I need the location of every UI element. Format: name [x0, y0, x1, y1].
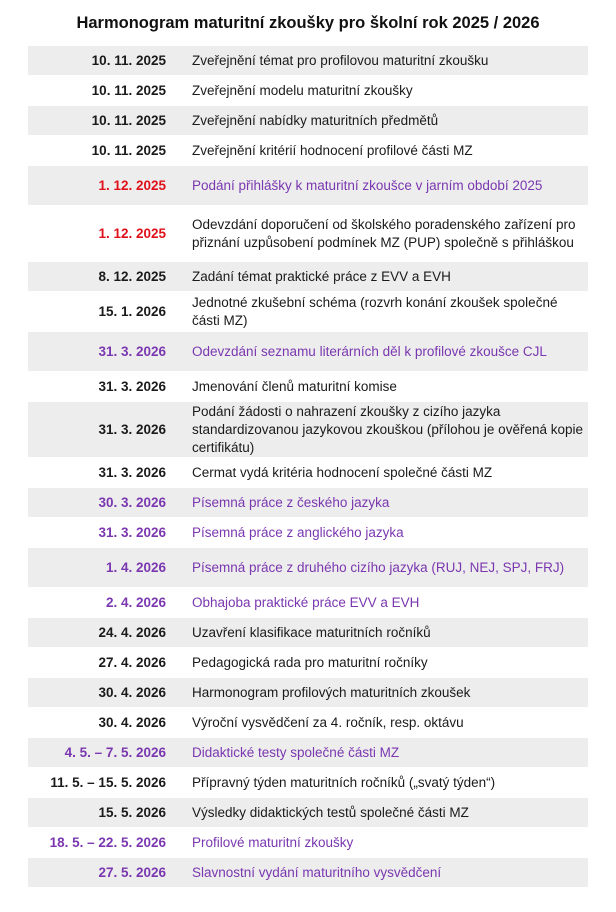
schedule-table [28, 46, 588, 888]
row-text: Zveřejnění kritérií hodnocení profilové části MZ [192, 142, 473, 158]
schedule-row [28, 518, 588, 548]
row-text: Výroční vysvědčení za 4. ročník, resp. oktávu [192, 714, 464, 730]
row-text: Slavnostní vydání maturitního vysvědčení [192, 864, 442, 880]
row-text: Písemná práce z anglického jazyka [192, 524, 404, 540]
row-text: Podání žádosti o nahrazení zkoušky z cizího jazyka standardizovanou jazykovou zkouškou (přílohou je ověřená kopie certifikátu) [192, 403, 583, 455]
schedule-row [28, 136, 588, 166]
schedule-row [28, 588, 588, 618]
row-text: Cermat vydá kritéria hodnocení společné části MZ [192, 464, 493, 480]
row-date: 15. 5. 2026 [98, 805, 166, 820]
row-text: Odevzdání seznamu literárních děl k profilové zkoušce CJL [192, 343, 547, 359]
row-text: Podání přihlášky k maturitní zkoušce v jarním období 2025 [192, 177, 543, 193]
row-date: 27. 4. 2026 [98, 655, 166, 670]
row-text: Obhajoba praktické práce EVV a EVH [192, 594, 420, 610]
schedule-row [28, 738, 588, 768]
schedule-row [28, 76, 588, 106]
row-date: 30. 4. 2026 [98, 715, 166, 730]
schedule-row [28, 618, 588, 648]
row-date: 31. 3. 2026 [98, 422, 166, 437]
row-text: Jmenování členů maturitní komise [192, 378, 397, 394]
row-date: 18. 5. – 22. 5. 2026 [49, 835, 166, 850]
row-text: Odevzdání doporučení od školského poradenského zařízení pro přiznání uzpůsobení podmínek MZ (PUP) společně s přihláškou [192, 216, 576, 250]
row-text: Přípravný týden maturitních ročníků („svatý týden“) [192, 774, 496, 790]
row-date: 30. 3. 2026 [98, 495, 166, 510]
row-text: Zveřejnění modelu maturitní zkoušky [192, 82, 413, 98]
row-date: 31. 3. 2026 [98, 379, 166, 394]
row-date: 15. 1. 2026 [98, 304, 166, 319]
page-title: Harmonogram maturitní zkoušky pro školní rok 2025 / 2026 [76, 14, 540, 32]
schedule-row [28, 402, 588, 458]
row-date: 2. 4. 2026 [105, 595, 166, 610]
schedule-row [28, 206, 588, 262]
row-date: 30. 4. 2026 [98, 685, 166, 700]
row-date: 31. 3. 2026 [98, 525, 166, 540]
schedule-row [28, 372, 588, 402]
row-date: 11. 5. – 15. 5. 2026 [50, 775, 166, 790]
schedule-row [28, 332, 588, 372]
row-text: Zveřejnění témat pro profilovou maturitní zkoušku [192, 52, 489, 68]
schedule-row [28, 46, 588, 76]
schedule-row [28, 648, 588, 678]
row-text: Zadání témat praktické práce z EVV a EVH [192, 268, 451, 284]
schedule-row [28, 678, 588, 708]
schedule-row [28, 488, 588, 518]
row-date: 31. 3. 2026 [98, 344, 166, 359]
schedule-row [28, 828, 588, 858]
row-date: 27. 5. 2026 [98, 865, 166, 880]
row-date: 1. 12. 2025 [98, 178, 166, 193]
row-date: 10. 11. 2025 [91, 113, 166, 128]
row-text: Písemná práce z českého jazyka [192, 494, 390, 510]
row-text: Výsledky didaktických testů společné části MZ [192, 804, 469, 820]
schedule-row [28, 106, 588, 136]
row-date: 8. 12. 2025 [98, 269, 166, 284]
row-date: 10. 11. 2025 [91, 143, 166, 158]
row-text: Uzavření klasifikace maturitních ročníků [192, 624, 431, 640]
row-date: 24. 4. 2026 [98, 625, 166, 640]
schedule-row [28, 708, 588, 738]
schedule-row [28, 798, 588, 828]
row-text: Profilové maturitní zkoušky [192, 834, 354, 850]
schedule-row [28, 292, 588, 332]
row-text: Pedagogická rada pro maturitní ročníky [192, 654, 428, 670]
row-date: 4. 5. – 7. 5. 2026 [64, 745, 166, 760]
row-date: 10. 11. 2025 [91, 83, 166, 98]
row-text: Jednotné zkušební schéma (rozvrh konání zkoušek společné části MZ) [192, 294, 558, 328]
schedule-row [28, 858, 588, 888]
row-text: Písemná práce z druhého cizího jazyka (RUJ, NEJ, SPJ, FRJ) [192, 559, 565, 575]
schedule-row [28, 458, 588, 488]
row-text: Didaktické testy společné části MZ [192, 744, 400, 760]
row-text: Harmonogram profilových maturitních zkoušek [192, 684, 471, 700]
schedule-row [28, 768, 588, 798]
row-text: Zveřejnění nabídky maturitních předmětů [192, 112, 439, 128]
schedule-row [28, 166, 588, 206]
schedule-row [28, 548, 588, 588]
schedule-row [28, 262, 588, 292]
row-date: 1. 12. 2025 [98, 226, 166, 241]
row-date: 1. 4. 2026 [105, 560, 166, 575]
row-date: 10. 11. 2025 [91, 53, 166, 68]
row-date: 31. 3. 2026 [98, 465, 166, 480]
